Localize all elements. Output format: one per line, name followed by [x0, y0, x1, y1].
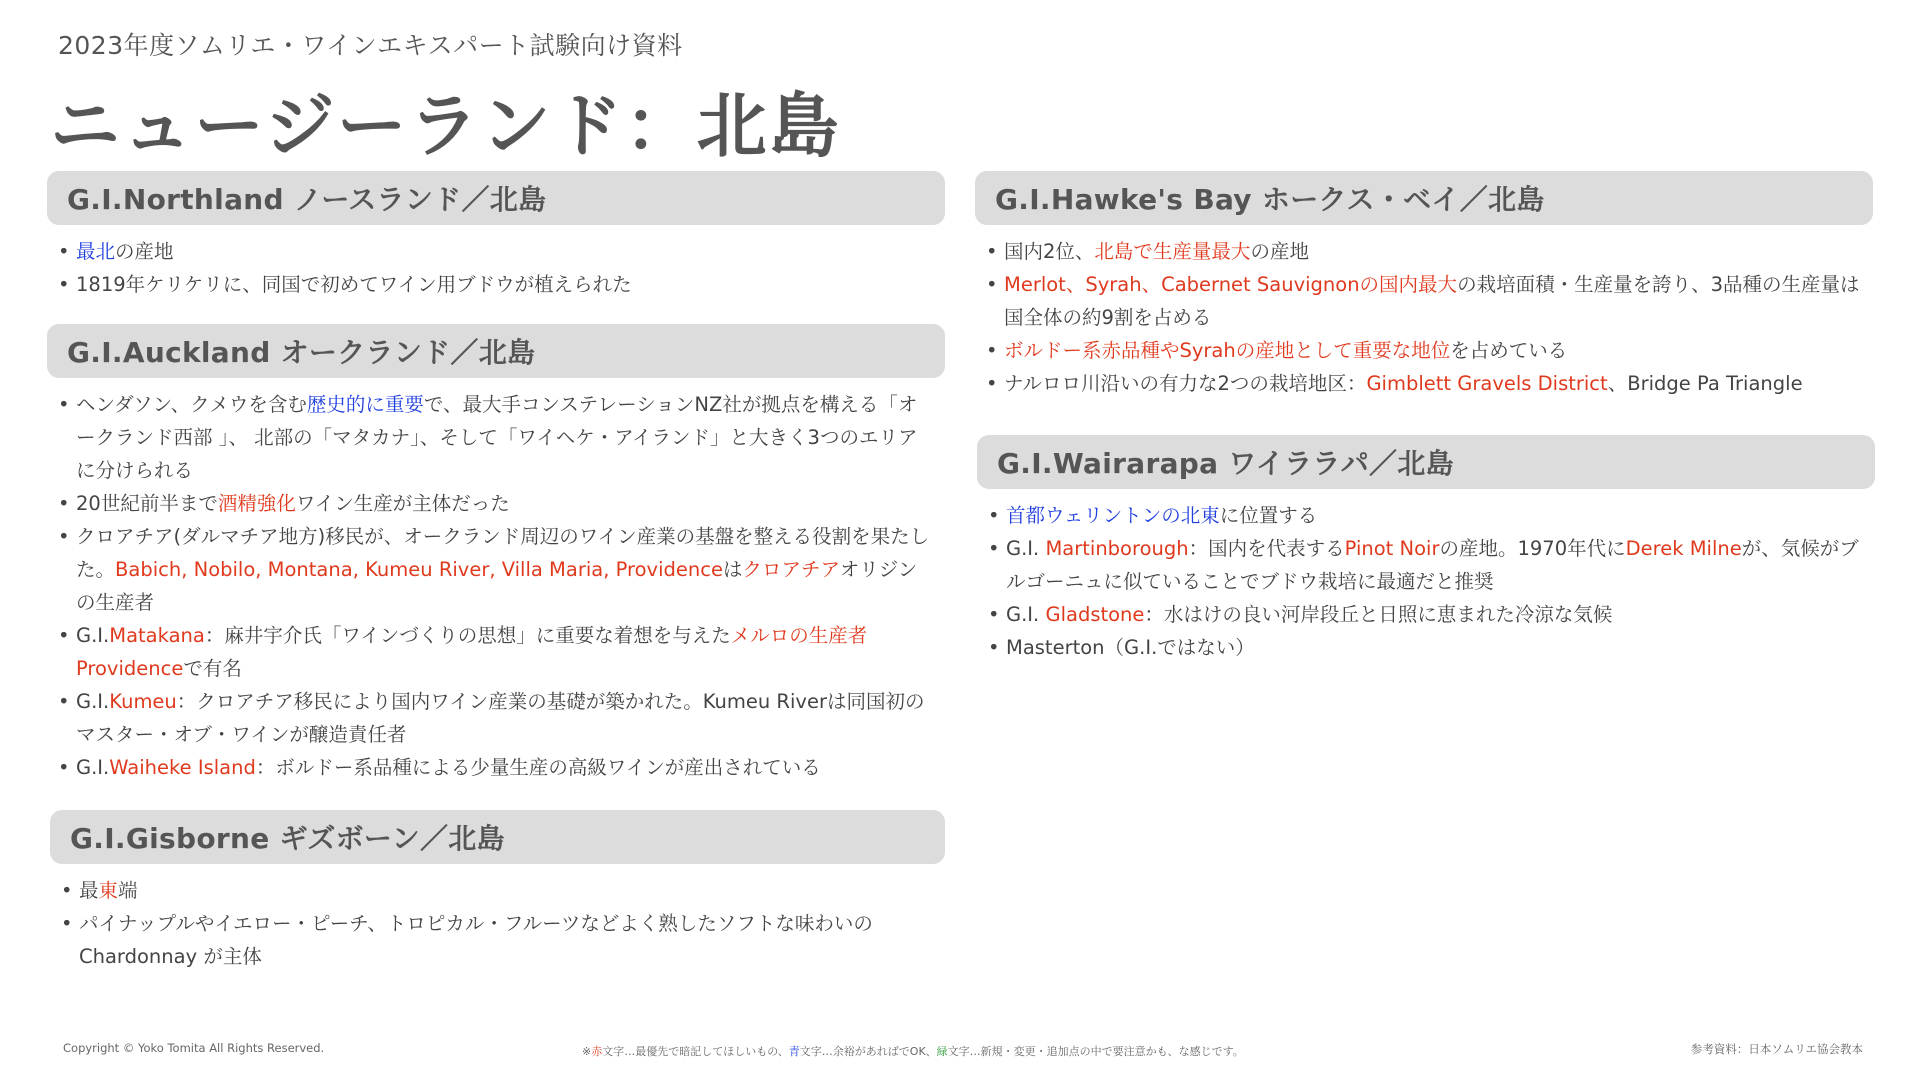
- section-header: G.I.Northland ノースランド／北島: [47, 171, 945, 225]
- list-item: [50, 907, 915, 973]
- list-item: [47, 388, 935, 487]
- bullet-list: [977, 499, 1875, 664]
- bullet-list: [50, 874, 945, 973]
- body-text: G.I.: [76, 624, 110, 647]
- highlight-red-text: Babich, Nobilo, Montana, Kumeu River, Villa Maria, Providence: [115, 558, 723, 581]
- bullet-list: [47, 388, 945, 784]
- highlight-red-text: 赤: [591, 1045, 603, 1058]
- bullet-list: [47, 235, 945, 301]
- body-text: ：クロアチア移民により国内ワイン産業の基礎が築かれた。Kumeu Riverは同国初のマスター・オブ・ワインが醸造責任者: [76, 690, 925, 746]
- highlight-red-text: Kumeu: [109, 690, 177, 713]
- body-text: パイナップルやイエロー・ピーチ、トロピカル・フルーツなどよく熟したソフトな味わいのChardonnay が主体: [79, 912, 873, 968]
- list-item: [47, 235, 945, 268]
- body-text: ：水はけの良い河岸段丘と日照に恵まれた冷涼な気候: [1144, 603, 1613, 626]
- section-header: G.I.Wairarapa ワイララパ／北島: [977, 435, 1875, 489]
- highlight-red-text: 東: [98, 879, 119, 902]
- list-item: [47, 685, 935, 751]
- reference-note: 参考資料：日本ソムリエ協会教本: [1690, 1042, 1863, 1056]
- body-text: G.I.: [1006, 537, 1046, 560]
- body-text: 最: [79, 879, 99, 902]
- list-item: [975, 334, 1873, 367]
- section-header: G.I.Gisborne ギズボーン／北島: [50, 810, 945, 864]
- body-text: ：国内を代表する: [1188, 537, 1345, 560]
- body-text: 端: [118, 879, 138, 902]
- list-item: [47, 520, 935, 619]
- body-text: ヘンダソン、クメウを含む: [76, 393, 307, 416]
- body-text: の栽培面積・生産量を誇り、3品種の生産量は国全体の約9割を占める: [1004, 273, 1860, 329]
- list-item: [975, 367, 1873, 400]
- copyright-notice: Copyright © Yoko Tomita All Rights Reserved.: [63, 1041, 325, 1055]
- body-text: オリジンの生産者: [76, 558, 918, 614]
- body-text: G.I.: [76, 690, 110, 713]
- section-gisborne: [50, 810, 945, 973]
- list-item: [977, 631, 1875, 664]
- highlight-red-text: メルロの生産者Providence: [76, 624, 868, 680]
- body-text: の産地: [1250, 240, 1309, 263]
- section-auckland: [47, 324, 945, 784]
- highlight-blue-text: 首都ウェリントンの北東: [1006, 504, 1220, 527]
- highlight-blue-text: 歴史的に重要: [306, 393, 424, 416]
- highlight-red-text: Gimblett Gravels District: [1366, 372, 1608, 395]
- highlight-red-text: ボルドー系赤品種やSyrahの産地として重要な地位: [1004, 339, 1451, 362]
- list-item: [47, 751, 935, 784]
- body-text: 、Bridge Pa Triangle: [1607, 372, 1803, 395]
- body-text: 1819年ケリケリに、同国で初めてワイン用ブドウが植えられた: [76, 273, 632, 296]
- list-item: [977, 598, 1875, 631]
- highlight-blue-text: 青: [788, 1045, 800, 1058]
- body-text: の産地: [115, 240, 174, 263]
- body-text: クロアチア(ダルマチア地方)移民が、オークランド周辺のワイン産業の基盤を整える役割を果たした。: [76, 525, 930, 581]
- page-title: ニュージーランド：北島: [50, 85, 841, 167]
- body-text: Masterton（G.I.ではない）: [1006, 636, 1255, 659]
- body-text: は: [722, 558, 743, 581]
- body-text: の産地。1970年代に: [1439, 537, 1626, 560]
- highlight-red-text: 北島で生産量最大: [1094, 240, 1251, 263]
- body-text: 20世紀前半まで: [76, 492, 218, 515]
- body-text: 国内2位、: [1004, 240, 1095, 263]
- section-header: G.I.Hawke's Bay ホークス・ベイ／北島: [975, 171, 1873, 225]
- highlight-red-text: クロアチア: [742, 558, 840, 581]
- list-item: [975, 235, 1873, 268]
- highlight-red-text: Pinot Noir: [1344, 537, 1440, 560]
- body-text: で、最大手コンステレーションNZ社が拠点を構える「オークランド西部 」、 北部の「マタカナ」、そして「ワイヘケ・アイランド」と大きく3つのエリアに分けられる: [76, 393, 918, 482]
- section-wairarapa: [977, 435, 1875, 664]
- body-text: で有名: [183, 657, 242, 680]
- body-text: 文字…新規・変更・追加点の中で要注意かも、な感じです。: [947, 1045, 1244, 1058]
- body-text: ※: [582, 1045, 592, 1058]
- color-legend-note: [582, 1043, 1244, 1059]
- body-text: G.I.: [1006, 603, 1046, 626]
- body-text: ：ボルドー系品種による少量生産の高級ワインが産出されている: [255, 756, 821, 779]
- highlight-blue-text: 最北: [76, 240, 116, 263]
- highlight-red-text: Martinborough: [1045, 537, 1189, 560]
- highlight-green-text: 緑: [936, 1045, 948, 1058]
- list-item: [977, 499, 1875, 532]
- body-text: 文字…余裕があればでOK、: [799, 1045, 937, 1058]
- body-text: が、気候がブルゴーニュに似ていることでブドウ栽培に最適だと推奨: [1006, 537, 1859, 593]
- bullet-list: [975, 235, 1873, 400]
- body-text: ナルロロ川沿いの有力な2つの栽培地区：: [1004, 372, 1367, 395]
- list-item: [975, 268, 1873, 334]
- body-text: ：麻井宇介氏「ワインづくりの思想」に重要な着想を与えた: [204, 624, 731, 647]
- highlight-red-text: Gladstone: [1045, 603, 1145, 626]
- list-item: [47, 268, 945, 301]
- highlight-red-text: Matakana: [109, 624, 205, 647]
- highlight-red-text: Merlot、Syrah、Cabernet Sauvignonの国内最大: [1004, 273, 1458, 296]
- body-text: ワイン生産が主体だった: [295, 492, 510, 515]
- list-item: [47, 487, 935, 520]
- list-item: [47, 619, 935, 685]
- section-hawkes-bay: [975, 171, 1873, 400]
- body-text: に位置する: [1219, 504, 1318, 527]
- section-header: G.I.Auckland オークランド／北島: [47, 324, 945, 378]
- highlight-red-text: Derek Milne: [1625, 537, 1742, 560]
- list-item: [50, 874, 915, 907]
- highlight-red-text: 酒精強化: [217, 492, 296, 515]
- body-text: を占めている: [1450, 339, 1568, 362]
- list-item: [977, 532, 1875, 598]
- body-text: G.I.: [76, 756, 110, 779]
- deck-subtitle: 2023年度ソムリエ・ワインエキスパート試験向け資料: [58, 31, 683, 60]
- body-text: 文字…最優先で暗記してほしいもの、: [602, 1045, 789, 1058]
- highlight-red-text: Waiheke Island: [109, 756, 256, 779]
- section-northland: [47, 171, 945, 301]
